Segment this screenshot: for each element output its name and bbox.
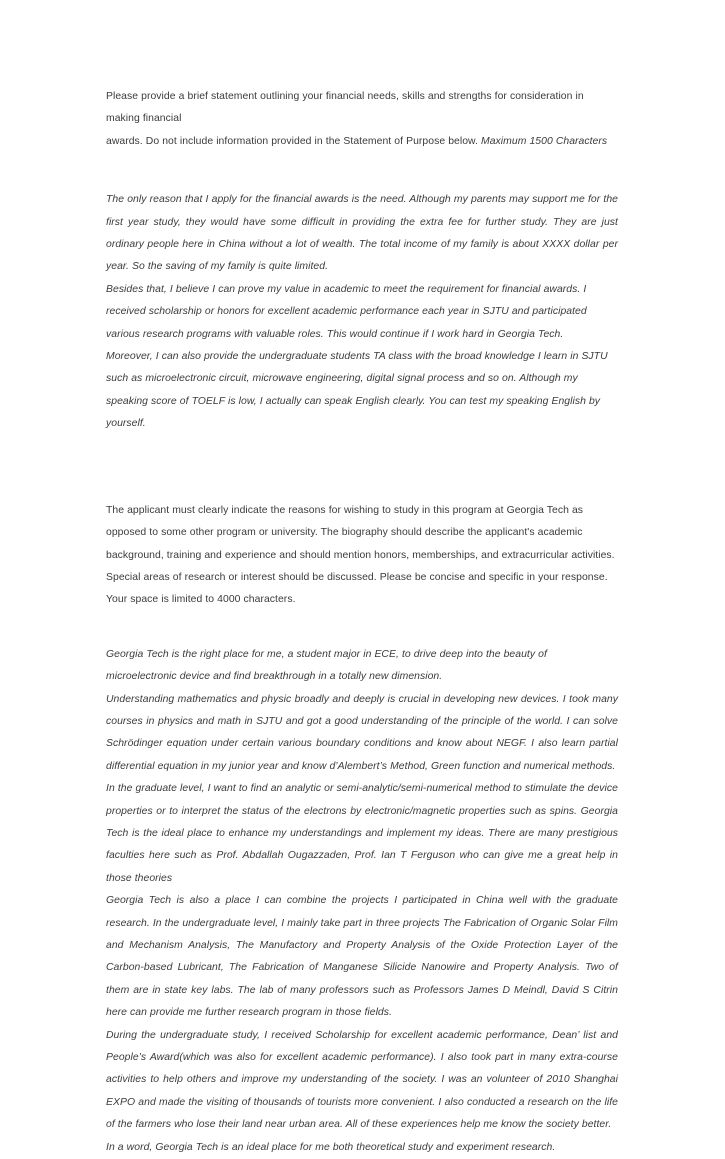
financial-essay-paragraph-2: Besides that, I believe I can prove my value in academic to meet the requirement for financial awards. I received scholarship or honors for excellent academic performance each year in SJTU and participated various research programs with valuable roles. This would continue if I work hard in Georgia Tech. [106,283,587,340]
purpose-essay-paragraph-3: In the graduate level, I want to find an analytic or semi-analytic/semi-numerical method to stimulate the device properties or to interpret the status of the electrons by electronic/magnetic properties such as spins. Georgia Tech is the ideal place to enhance my understandings and implement my ideas. There are many prestigious faculties here such as Prof. Abdallah Ougazzaden, Prof. Ian T Ferguson who can give me a great help in those theories [106,783,618,884]
financial-prompt-line-1: Please provide a brief statement outlining your financial needs, skills and strengths for consideration in making financial [106,91,584,125]
purpose-essay-block [106,644,618,1159]
purpose-essay-paragraph-5: During the undergraduate study, I received Scholarship for excellent academic performance, Dean’ list and People’s Award(which was also for excellent academic performance). I also took part in many extra-course activities to help others and improve my understanding of the society. I was an volunteer of 2010 Shanghai EXPO and made the visiting of thousands of tourists more convenient. I also conducted a research on the life of the farmers who lose their land near urban area. All of these experiences help me know the society better. [106,1029,618,1131]
spacer-after-purpose-prompt [106,612,618,644]
purpose-essay-paragraph-6: In a word, Georgia Tech is an ideal place for me both theoretical study and experiment research. [106,1141,556,1153]
document-body [106,86,618,1159]
financial-essay-paragraph-1: The only reason that I apply for the financial awards is the need. Although my parents may support me for the first year study, they would have some difficult in providing the extra fee for further study. They are just ordinary people here in China without a lot of wealth. The total income of my family is about XXXX dollar per year. So the saving of my family is quite limited. [106,194,618,273]
spacer-after-financial-prompt [106,153,618,189]
purpose-essay-paragraph-1: Georgia Tech is the right place for me, a student major in ECE, to drive deep into the beauty of microelectronic device and find breakthrough in a totally new dimension. [106,648,547,683]
financial-prompt-block [106,86,618,153]
purpose-essay-paragraph-2: Understanding mathematics and physic broadly and deeply is crucial in developing new devices. I took many courses in physics and math in SJTU and got a good understanding of the principle of the world. I can solve Schrödinger equation under certain various boundary conditions and know about NEGF. I also learn partial differential equation in my junior year and know d’Alembert’s Method, Green function and numerical methods. [106,693,618,772]
purpose-prompt-block [106,500,618,612]
financial-prompt-max-characters: Maximum 1500 Characters [481,135,608,147]
spacer-between-sections [106,436,618,500]
financial-essay-block [106,189,618,435]
purpose-essay-paragraph-4: Georgia Tech is also a place I can combine the projects I participated in China well with the graduate research. In the undergraduate level, I mainly take part in three projects The Fabrication of Organic Solar Film and Mechanism Analysis, The Manufactory and Property Analysis of the Oxide Protection Layer of the Carbon-based Lubricant, The Fabrication of Manganese Silicide Nanowire and Property Analysis. Two of them are in state key labs. The lab of many professors such as Professors James D Meindl, David S Citrin here can provide me further research program in those fields. [106,895,618,1019]
financial-prompt-line-2-lead: awards. Do not include information provided in the Statement of Purpose below. [106,135,482,147]
purpose-prompt-text: The applicant must clearly indicate the reasons for wishing to study in this program at Georgia Tech as opposed to some other program or university. The biography should describe the applicant's academic background, training and experience and should mention honors, memberships, and extracurricular activities. Special areas of research or interest should be discussed. Please be concise and specific in your response. Your space is limited to 4000 characters. [106,504,615,606]
financial-prompt-line-2 [106,131,618,153]
financial-essay-paragraph-3: Moreover, I can also provide the undergraduate students TA class with the broad knowledge I learn in SJTU such as microelectronic circuit, microwave engineering, digital signal process and so on. Although my speaking score of TOELF is low, I actually can speak English clearly. You can test my speaking English by yourself. [106,351,608,430]
